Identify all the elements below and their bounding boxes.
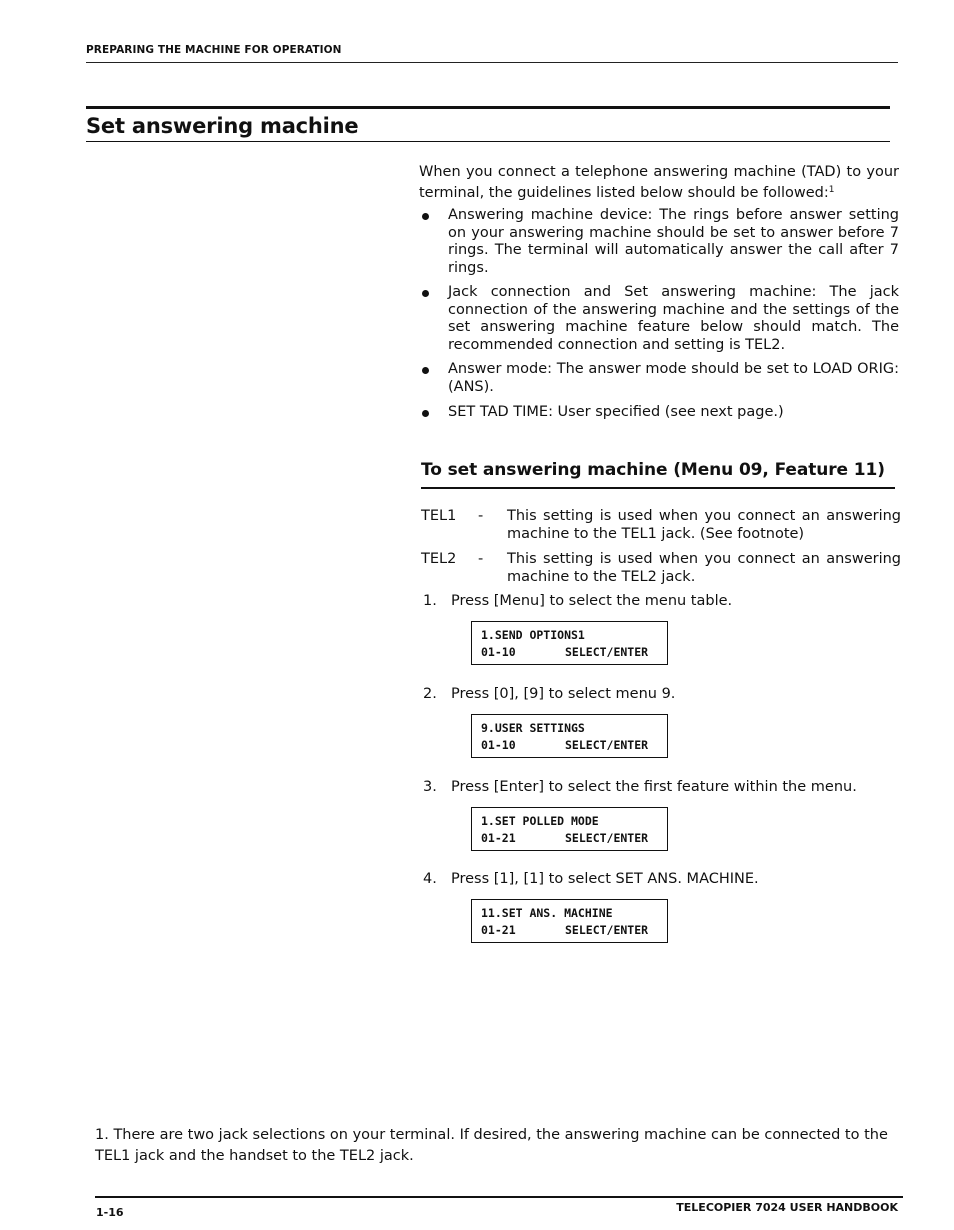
- procedure-title: To set answering machine (Menu 09, Feature 11): [421, 460, 885, 480]
- lcd-display: [471, 621, 668, 665]
- bullet-icon: [422, 290, 429, 297]
- step-3: [423, 779, 857, 797]
- lcd-line-1: 1.SEND OPTIONS1: [481, 628, 585, 642]
- lcd-line-1: 9.USER SETTINGS: [481, 721, 585, 735]
- definition-desc: This setting is used when you connect an answering machine to the TEL1 jack. (See footnote): [507, 508, 901, 542]
- lcd-line-2-left: 01-21: [481, 831, 516, 845]
- guideline-text: SET TAD TIME: User specified (see next page.): [448, 404, 784, 420]
- guideline-item: [419, 361, 899, 396]
- step-number: 1.: [423, 593, 437, 609]
- footnote: 1. There are two jack selections on your terminal. If desired, the answering machine can be connected to the TEL1 jack and the handset to the TEL2 jack.: [95, 1127, 888, 1164]
- lcd-line-2-left: 01-21: [481, 923, 516, 937]
- section-title: Set answering machine: [86, 114, 359, 138]
- procedure-title-rule: [421, 487, 895, 489]
- footer-rule: [95, 1196, 903, 1198]
- definition-term: TEL1: [421, 508, 457, 524]
- step-number: 4.: [423, 871, 437, 887]
- guideline-item: [419, 207, 899, 277]
- guideline-text: Jack connection and Set answering machine: The jack connection of the answering machine and the settings of the set answering machine feature below should match. The recommended connection and setting is TEL2.: [448, 284, 899, 353]
- title-rule-bottom: [86, 141, 890, 142]
- step-text: Press [1], [1] to select SET ANS. MACHINE.: [451, 871, 759, 887]
- step-text: Press [Menu] to select the menu table.: [451, 593, 733, 609]
- lcd-display: [471, 807, 668, 851]
- footnote-ref: 1: [828, 184, 835, 195]
- guideline-item: [419, 404, 899, 422]
- page-number: 1-16: [96, 1206, 124, 1219]
- step-4: [423, 871, 759, 889]
- title-rule-top: [86, 106, 890, 109]
- guideline-text: Answering machine device: The rings before answer setting on your answering machine should be set to answer before 7 rings. The terminal will automatically answer the call after 7 rings.: [448, 207, 899, 276]
- definition-tel2: [421, 551, 901, 586]
- bullet-icon: [422, 213, 429, 220]
- definition-desc: This setting is used when you connect an answering machine to the TEL2 jack.: [507, 551, 901, 585]
- step-text: Press [0], [9] to select menu 9.: [451, 686, 676, 702]
- definition-tel1: [421, 508, 901, 543]
- step-2: [423, 686, 675, 704]
- running-head: PREPARING THE MACHINE FOR OPERATION: [86, 44, 342, 56]
- step-number: 3.: [423, 779, 437, 795]
- definition-term: TEL2: [421, 551, 457, 567]
- lcd-line-2-right: SELECT/ENTER: [565, 738, 649, 752]
- lcd-line-1: 1.SET POLLED MODE: [481, 814, 599, 828]
- lcd-line-2-right: SELECT/ENTER: [565, 831, 649, 845]
- lcd-line-2-right: SELECT/ENTER: [565, 923, 649, 937]
- guideline-text: Answer mode: The answer mode should be set to LOAD ORIG: (ANS).: [448, 361, 899, 395]
- definition-dash: -: [478, 551, 484, 567]
- step-number: 2.: [423, 686, 437, 702]
- header-rule: [86, 62, 898, 63]
- intro-text: When you connect a telephone answering machine (TAD) to your terminal, the guidelines listed below should be followed:: [419, 164, 899, 201]
- lcd-line-2-left: 01-10: [481, 738, 516, 752]
- definition-dash: -: [478, 508, 484, 524]
- book-title: TELECOPIER 7024 USER HANDBOOK: [676, 1201, 898, 1214]
- step-text: Press [Enter] to select the first feature within the menu.: [451, 779, 857, 795]
- lcd-display: [471, 714, 668, 758]
- guideline-item: [419, 284, 899, 354]
- bullet-icon: [422, 410, 429, 417]
- step-1: [423, 593, 732, 611]
- lcd-line-1: 11.SET ANS. MACHINE: [481, 906, 613, 920]
- lcd-line-2-left: 01-10: [481, 645, 516, 659]
- lcd-display: [471, 899, 668, 943]
- intro-paragraph: [419, 164, 899, 202]
- bullet-icon: [422, 367, 429, 374]
- lcd-line-2-right: SELECT/ENTER: [565, 645, 649, 659]
